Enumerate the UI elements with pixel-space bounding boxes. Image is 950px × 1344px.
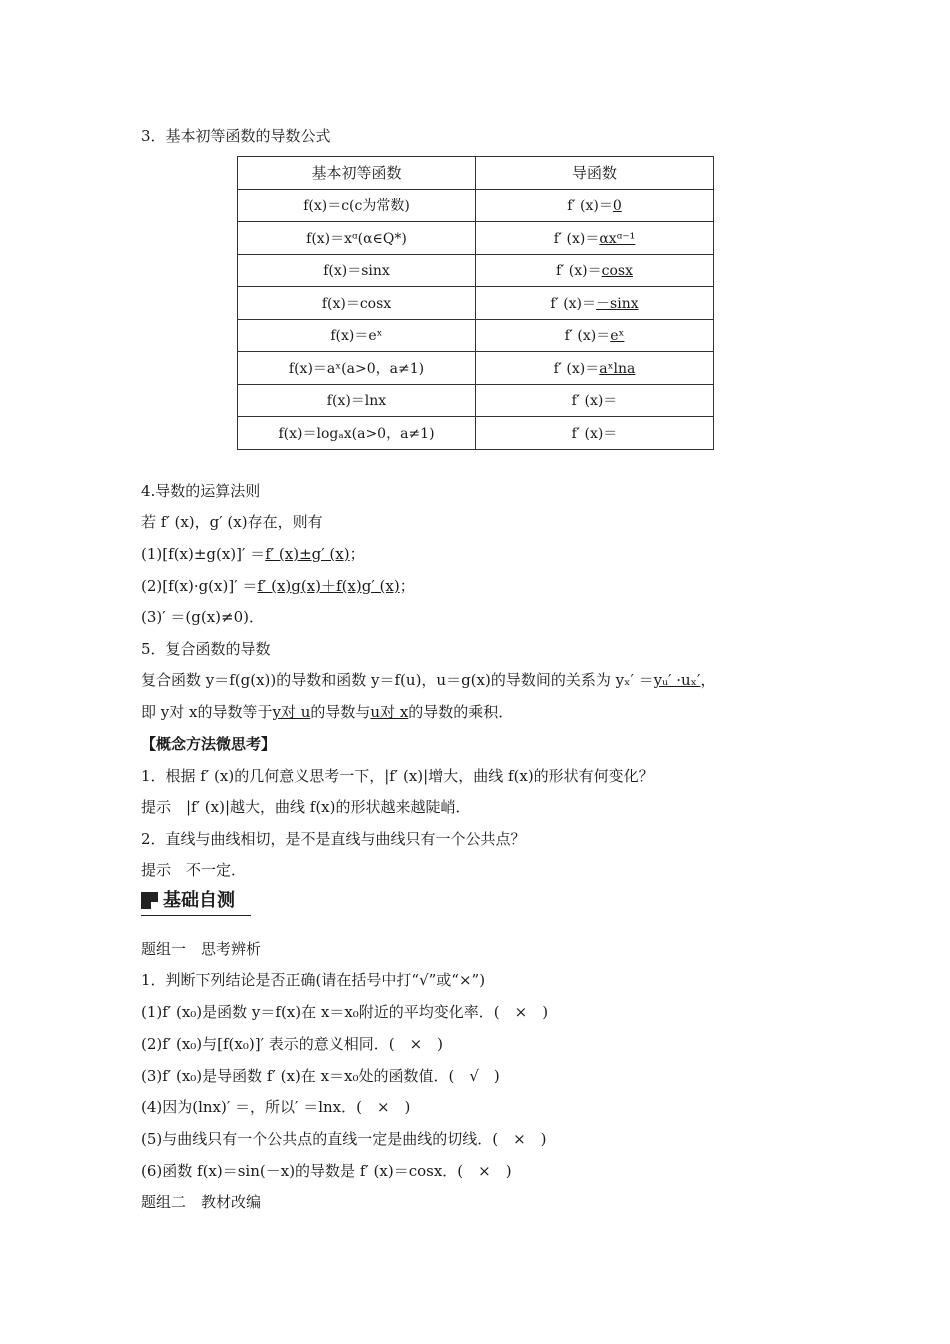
table-cell-func: f(x)＝cosx <box>238 287 476 320</box>
table-row <box>238 352 714 385</box>
rule-3: (3)′ ＝(g(x)≠0)． <box>141 608 265 626</box>
section-header <box>141 889 251 916</box>
composite-line-2 <box>141 702 513 722</box>
rule-2-suffix: ； <box>399 577 415 595</box>
composite-line-1-answer: yᵤ′ ·uₓ′ <box>653 671 701 689</box>
group-1-title: 题组一 思考辨析 <box>141 940 262 958</box>
composite-line-1-prefix: 复合函数 y＝f(g(x))的导数和函数 y＝f(u)，u＝g(x)的导数间的关系为 yₓ′ ＝ <box>141 671 654 689</box>
derivative-formula-table <box>237 156 714 450</box>
composite-text: 的导数的乘积． <box>408 703 514 721</box>
composite-text: 的导数与 <box>310 703 371 721</box>
composite-answer-2: u对 x <box>370 703 409 721</box>
judgement-item: (1)f′ (x₀)是函数 y＝f(x)在 x＝x₀附近的平均变化率．( × ) <box>141 1003 549 1021</box>
deriv-prefix: f′ (x)＝ <box>556 263 602 280</box>
table-cell-deriv <box>476 417 714 450</box>
concept-title: 【概念方法微思考】 <box>141 735 277 753</box>
table-cell-deriv <box>476 384 714 417</box>
composite-answer-1: y对 u <box>272 703 311 721</box>
judgement-intro: 1．判断下列结论是否正确(请在括号中打“√”或“×”) <box>141 971 486 989</box>
table-header-row <box>238 157 714 190</box>
table-row <box>238 254 714 287</box>
rule-2-answer: f′ (x)g(x)＋f(x)g′ (x) <box>257 577 400 595</box>
table-cell-func: f(x)＝logₐx(a>0，a≠1) <box>238 417 476 450</box>
table-row <box>238 222 714 255</box>
table-cell-deriv <box>476 222 714 255</box>
deriv-prefix: f′ (x)＝ <box>567 198 613 215</box>
rule-2-prefix: (2)[f(x)·g(x)]′ ＝ <box>141 577 258 595</box>
table-header: 基本初等函数 <box>238 157 476 190</box>
deriv-answer: eˣ <box>610 328 625 345</box>
table-cell-func: f(x)＝eˣ <box>238 319 476 352</box>
table-row <box>238 417 714 450</box>
deriv-answer: aˣlna <box>599 360 636 377</box>
deriv-answer: αxᵅ⁻¹ <box>599 230 636 247</box>
composite-text: 即 y对 x的导数等于 <box>141 703 273 721</box>
judgement-item: (6)函数 f(x)＝sin(－x)的导数是 f′ (x)＝cosx．( × ) <box>141 1162 512 1180</box>
concept-answer-2: 提示 不一定． <box>141 861 247 879</box>
composite-line-1-suffix: ， <box>700 671 716 689</box>
concept-question-2: 2．直线与曲线相切，是不是直线与曲线只有一个公共点？ <box>141 830 526 848</box>
table-cell-func: f(x)＝lnx <box>238 384 476 417</box>
table-row <box>238 319 714 352</box>
table-cell-deriv <box>476 287 714 320</box>
concept-answer-1: 提示 |f′ (x)|越大，曲线 f(x)的形状越来越陡峭． <box>141 798 471 816</box>
judgement-item: (2)f′ (x₀)与[f(x₀)]′ 表示的意义相同．( × ) <box>141 1035 444 1053</box>
group-2-title: 题组二 教材改编 <box>141 1193 262 1211</box>
table-cell-func: f(x)＝xᵅ(α∈Q*) <box>238 222 476 255</box>
deriv-prefix: f′ (x)＝ <box>550 295 597 312</box>
deriv-prefix: f′ (x)＝ <box>571 425 618 442</box>
deriv-answer: cosx <box>601 263 633 280</box>
judgement-item: (4)因为(lnx)′ ＝，所以′ ＝lnx．( × ) <box>141 1098 411 1116</box>
deriv-prefix: f′ (x)＝ <box>571 393 618 410</box>
table-cell-deriv <box>476 189 714 222</box>
table-row <box>238 384 714 417</box>
rule-1-prefix: (1)[f(x)±g(x)]′ ＝ <box>141 545 266 563</box>
table-cell-func: f(x)＝aˣ(a>0，a≠1) <box>238 352 476 385</box>
table-cell-func: f(x)＝c(c为常数) <box>238 189 476 222</box>
rules-intro: 若 f′ (x)，g′ (x)存在，则有 <box>141 513 323 531</box>
table-cell-deriv <box>476 254 714 287</box>
judgement-item: (5)与曲线只有一个公共点的直线一定是曲线的切线．( × ) <box>141 1130 547 1148</box>
section-title: 基础自测 <box>163 890 235 911</box>
section-square-icon <box>141 892 158 909</box>
rule-1-suffix: ； <box>349 545 365 563</box>
deriv-answer: －sinx <box>596 295 639 312</box>
composite-title: 5．复合函数的导数 <box>141 640 271 658</box>
deriv-prefix: f′ (x)＝ <box>564 328 611 345</box>
rule-1-answer: f′ (x)±g′ (x) <box>265 545 350 563</box>
rule-1 <box>141 544 365 564</box>
table-header: 导函数 <box>476 157 714 190</box>
concept-question-1: 1．根据 f′ (x)的几何意义思考一下，|f′ (x)|增大，曲线 f(x)的形状有何变化？ <box>141 767 654 785</box>
table-cell-deriv <box>476 319 714 352</box>
deriv-answer: 0 <box>612 198 622 215</box>
deriv-prefix: f′ (x)＝ <box>553 230 600 247</box>
judgement-item: (3)f′ (x₀)是导函数 f′ (x)在 x＝x₀处的函数值．( √ ) <box>141 1067 500 1085</box>
rules-title: 4.导数的运算法则 <box>141 482 261 500</box>
rule-2 <box>141 576 415 596</box>
table-cell-func: f(x)＝sinx <box>238 254 476 287</box>
table-row <box>238 287 714 320</box>
table-row <box>238 189 714 222</box>
deriv-prefix: f′ (x)＝ <box>553 360 600 377</box>
composite-line-1 <box>141 670 715 690</box>
heading-derivative-formulas: 3．基本初等函数的导数公式 <box>141 127 331 145</box>
table-cell-deriv <box>476 352 714 385</box>
